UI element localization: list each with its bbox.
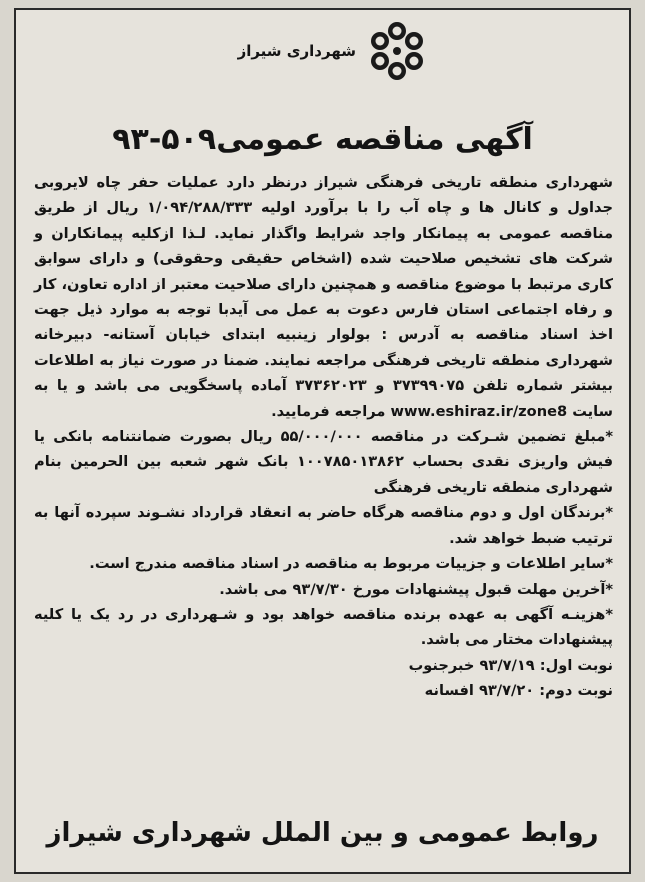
- shiraz-municipality-flower-logo-icon: [366, 20, 428, 82]
- website-link[interactable]: www.eshiraz.ir/zone8: [390, 402, 568, 420]
- newspaper-ad: [14, 8, 631, 874]
- item-details: *سایر اطلاعات و جزییات مربوط به مناقصه در اسناد مناقصه مندرج است.: [89, 555, 613, 573]
- intro-text: شهرداری منطقه تاریخی فرهنگی شیراز درنظر دارد عملیات حفر چاه لایروبی جداول و کانال ها و چاه آب را با برآورد اولیه ۱/۰۹۴/۲۸۸/۳۳۳ ریال از طریق مناقصه عمومی به پیمانکار واجد شرایط واگذار نماید. لـذا ازکلیه پیمانکاران و شرکت های تشخیص صلاحیت شده (اشخاص حقیقی وحقوقی) و دارای سوابق کاری مرتبط با موضوع مناقصه و همچنین دارای صلاحیت معتبر از اداره تعاون، کار و رفاه اجتماعی استان فارس دعوت به عمل می آیدبا توجه به موارد ذیل جهت اخذ اسناد مناقصه به آدرس : بولوار زینبیه ابتدای خیابان آستانه- دبیرخانه شهرداری منطقه تاریخی فرهنگی مراجعه نمایند. ضمنا در صورت نیاز به اطلاعات بیشتر شماره تلفن ۳۷۳۹۹۰۷۵ و ۳۷۳۶۲۰۲۳ آماده پاسخگویی می باشد و یا به سایت: [34, 174, 613, 420]
- ad-body: [34, 170, 613, 704]
- item-deadline: *آخرین مهلت قبول پیشنهادات مورخ ۹۳/۷/۳۰ می باشد.: [219, 580, 613, 598]
- intro-paragraph: [34, 170, 613, 424]
- notice-first: نوبت اول: ۹۳/۷/۱۹ خبرجنوب: [408, 656, 613, 674]
- site-suffix: مراجعه فرمایید.: [271, 402, 386, 420]
- item-guarantee: *مبلغ تضمین شـرکت در مناقصه ۵۵/۰۰۰/۰۰۰ ریال بصورت ضمانتنامه بانکی یا فیش واریزی نقدی بحساب ۱۰۰۷۸۵۰۱۳۸۶۲ بانک شهر شعبه بین الحرمین بنام شهرداری منطقه تاریخی فرهنگی: [34, 428, 614, 496]
- org-name: شهرداری شیراز: [237, 42, 356, 60]
- notice-second: نوبت دوم: ۹۳/۷/۲۰ افسانه: [424, 682, 613, 700]
- header: [216, 20, 436, 100]
- item-winners: *برندگان اول و دوم مناقصه هرگاه حاضر به انعقاد قرارداد نشـوند سپرده آنها به ترتیب ضبط خواهد شد.: [34, 504, 613, 547]
- footer-signature: روابط عمومی و بین الملل شهرداری شیراز: [46, 818, 599, 848]
- ad-title: آگهی مناقصه عمومی۵۰۹-۹۳: [112, 122, 533, 157]
- item-cost: *هزینـه آگهی به عهده برنده مناقصه خواهد بود و شـهرداری در رد یک یا کلیه پیشنهادات مختار می باشد.: [34, 605, 613, 649]
